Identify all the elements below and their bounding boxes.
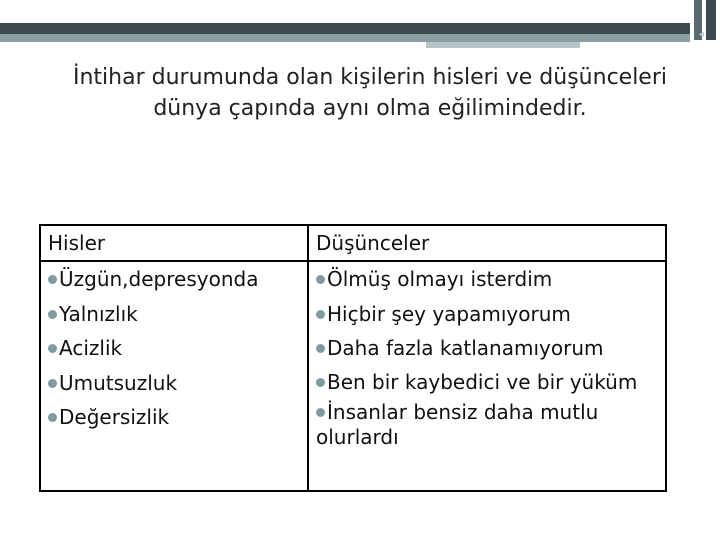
bullet-icon xyxy=(48,344,57,353)
banner-accent xyxy=(426,42,580,48)
bullet-icon xyxy=(48,379,57,388)
banner-stripe-light xyxy=(0,34,690,42)
thought-item: İnsanlar bensiz daha mutlu olurlardı xyxy=(316,399,599,449)
thought-item: Daha fazla katlanamıyorum xyxy=(316,331,665,366)
bullet-icon xyxy=(48,413,57,422)
top-banner xyxy=(0,0,720,23)
bullet-icon xyxy=(316,310,325,319)
title-line-2: dünya çapında aynı olma eğilimindedir. xyxy=(153,96,587,121)
feeling-item: Yalnızlık xyxy=(48,297,307,332)
feelings-header: Hisler xyxy=(48,231,106,255)
thoughts-column xyxy=(309,226,665,490)
feeling-item: Acizlik xyxy=(48,331,307,366)
thought-item: Hiçbir şey yapamıyorum xyxy=(316,297,665,332)
feeling-item: Üzgün,depresyonda xyxy=(48,262,307,297)
bullet-icon xyxy=(316,275,325,284)
thought-item: Ben bir kaybedici ve bir yüküm xyxy=(316,366,665,400)
feeling-item: Umutsuzluk xyxy=(48,366,307,401)
corner-arrow-icon: ◂ xyxy=(699,29,705,40)
feeling-item: Değersizlik xyxy=(48,400,307,435)
thoughts-header: Düşünceler xyxy=(316,231,430,255)
thought-item: Ölmüş olmayı isterdim xyxy=(316,262,665,297)
feelings-column xyxy=(41,226,309,490)
bullet-icon xyxy=(48,310,57,319)
bullet-icon xyxy=(316,378,325,387)
title-line-1: İntihar durumunda olan kişilerin hisleri ve düşünceleri xyxy=(73,65,667,90)
slide-title xyxy=(30,62,710,124)
bullet-icon xyxy=(316,408,325,417)
bullet-icon xyxy=(48,275,57,284)
corner-decoration-dark xyxy=(706,0,716,40)
bullet-icon xyxy=(316,344,325,353)
comparison-table xyxy=(39,224,667,492)
banner-stripe-dark xyxy=(0,23,690,34)
